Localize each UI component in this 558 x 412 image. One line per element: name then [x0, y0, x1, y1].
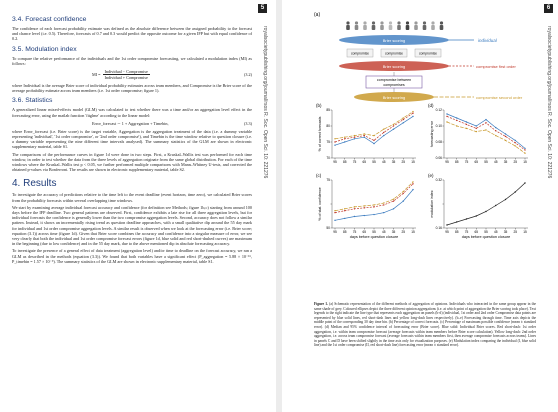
data-point — [403, 191, 404, 192]
data-point — [334, 212, 335, 213]
data-point — [515, 142, 516, 143]
y-axis-label: % of correct forecasts — [318, 116, 322, 152]
x-tick-label: 15 — [523, 160, 527, 164]
data-point — [354, 138, 355, 139]
person-icon — [440, 21, 444, 30]
data-point — [446, 116, 447, 117]
data-point — [485, 122, 486, 123]
y-axis-label: forecasting error — [430, 120, 434, 148]
y-tick-label: 70 — [326, 156, 330, 161]
data-point — [393, 124, 394, 125]
data-point — [383, 212, 384, 213]
data-point — [466, 128, 467, 129]
data-point — [505, 136, 506, 137]
text-column — [12, 12, 252, 266]
data-point — [505, 140, 506, 141]
brier-scoring-label: Brier scoring — [382, 64, 406, 69]
equation-numerator: Individual − Compromise — [104, 69, 148, 75]
data-point — [515, 191, 516, 192]
data-point — [364, 137, 365, 138]
data-point — [524, 149, 525, 150]
compromise-box-label: compromise — [419, 51, 437, 56]
data-point — [393, 125, 394, 126]
equation-body: Error_forecast ∼ 1 + Aggregation + Timebin, — [92, 120, 169, 126]
y-tick-label: 75 — [326, 140, 330, 145]
panel-label: (d) — [428, 103, 434, 108]
data-point — [364, 207, 365, 208]
data-point — [393, 208, 394, 209]
data-point — [393, 200, 394, 201]
data-point — [383, 132, 384, 133]
y-axis-label: modulation index — [430, 190, 434, 218]
y-tick-label: 80 — [326, 124, 330, 129]
equation-tag: (3.2) — [243, 72, 252, 78]
data-point — [495, 205, 496, 206]
person-icon — [355, 21, 359, 30]
data-point — [364, 205, 365, 206]
data-point — [354, 208, 355, 209]
data-point — [373, 214, 374, 215]
brier-scoring-label: Brier scoring — [382, 38, 406, 43]
data-point — [524, 153, 525, 154]
paragraph: We start by examining average individual forecast accuracy and confidence (for definition see Methods; figure 1b,c) starting from around 100 days before the IFP deadline. Two general patterns are observed. First, confidence exhibits a late rise for all three aggregation levels, but for individual forecasts the confidence is generally lower than the two compromise aggregation levels. Second, accuracy does not follow a similar pattern. Instead, it shows an incrementally rising trend as question deadline approaches, with a small qualitative dip around the 55 day mark for individual and 1st order compromise aggregation levels. A similar result is observed when we look at the forecasting error (i.e. Brier score; equation (3.1)) across time (figure 1d). Given that Brier score combines the accuracy and confidence into a singular measure of error, we see very clearly that both the individual and 1st order compromise forecast errors (figure 1d, blue solid and red short-dashed curves) are maximum in the beginning (due to low confidence) and in the 55 day mark, due to the above mentioned dip in absolute forecasting accuracy. — [12, 204, 252, 247]
x-tick-label: 45 — [381, 230, 386, 234]
series-line — [447, 122, 525, 153]
y-tick-label: 0.10 — [435, 124, 442, 129]
page-number: 5 — [258, 4, 267, 13]
compromise-box-label: compromise — [385, 51, 403, 56]
data-point — [505, 133, 506, 134]
y-tick-label: 0.32 — [435, 178, 442, 183]
x-tick-label: 15 — [411, 160, 415, 164]
data-point — [373, 140, 374, 141]
data-point — [334, 145, 335, 146]
compromise-box — [415, 49, 441, 57]
data-point — [354, 216, 355, 217]
data-point — [505, 199, 506, 200]
panel-label: (e) — [428, 173, 434, 178]
data-point — [515, 145, 516, 146]
paragraph: where Error_forecast (i.e. Brier score) is the target variable, Aggregation is the aggregation treatment of the data (i.e. a dummy variable representing 'individual', '1st order compromise', or '2nd order compromise'), and Timebin is the time window relative to question closure (i.e. a dummy variable representing the nine different time intervals analysed). The summary statistics of the GLM are shown in electronic supplementary material, table S1. — [12, 128, 252, 150]
data-point — [393, 199, 394, 200]
data-point — [446, 224, 447, 225]
y-tick-label: 0.08 — [435, 140, 442, 145]
x-tick-label: 95 — [333, 160, 337, 164]
x-tick-label: 95 — [333, 230, 337, 234]
data-point — [412, 111, 413, 112]
x-tick-label: 45 — [493, 160, 498, 164]
section-heading: 3.6. Statistics — [12, 97, 53, 105]
side-strip-text: royalsocietypublishing.org/journal/rsos R. Soc. Open Sci. 10: 221276 — [546, 26, 552, 179]
data-point — [485, 119, 486, 120]
equation-denominator: Individual + Compromise — [104, 75, 148, 81]
x-tick-label: 65 — [474, 230, 479, 234]
x-tick-label: 85 — [454, 160, 459, 164]
data-point — [412, 183, 413, 184]
legend-individual: individual — [478, 38, 497, 43]
equation-mi — [32, 69, 252, 80]
x-tick-label: 15 — [411, 230, 415, 234]
paragraph: The comparisons of the performance curves in figure 1d were done in two steps. First, a Kruskal–Wallis test was performed for each time window, in order to test whether the data from the three levels of aggregation originate from the same global distribution. For each of the time windows where the Kruskal–Wallis test p < 0.05, we further performed multiple comparisons with Mann–Whitney U-tests, and corrected the obtained p-values via Bonferroni. The results are shown in electronic supplementary material, table S2. — [12, 151, 252, 173]
data-point — [456, 120, 457, 121]
person-icon — [414, 21, 418, 30]
y-tick-label: 85 — [326, 108, 330, 113]
data-point — [383, 135, 384, 136]
x-tick-label: 25 — [513, 160, 518, 164]
data-point — [412, 189, 413, 190]
brier-scoring-label: Brier scoring — [382, 95, 406, 100]
data-point — [334, 210, 335, 211]
figure-caption — [314, 302, 536, 348]
data-point — [495, 130, 496, 131]
data-point — [344, 141, 345, 142]
compromise-between-line1: compromise between — [376, 78, 412, 82]
data-point — [354, 206, 355, 207]
equation-tag: (3.3) — [243, 120, 252, 126]
data-point — [446, 121, 447, 122]
x-tick-label: 35 — [391, 160, 396, 164]
compromise-box — [381, 49, 407, 57]
compromise-box — [347, 49, 373, 57]
data-point — [456, 221, 457, 222]
data-point — [495, 135, 496, 136]
person-icon — [431, 21, 435, 30]
data-point — [476, 128, 477, 129]
equation-glm — [32, 121, 252, 126]
side-strip — [546, 26, 555, 396]
data-point — [495, 127, 496, 128]
chart-panel — [316, 173, 416, 239]
left-page — [0, 0, 276, 412]
data-point — [344, 138, 345, 139]
series-line — [335, 113, 413, 142]
paragraph: To investigate the accuracy of predictions relative to the time left to the event deadline (event horizon, time zero), we calculated Brier scores from the probability forecasts within several overlapping time windows. — [12, 192, 252, 203]
data-point — [354, 137, 355, 138]
data-point — [334, 138, 335, 139]
person-icon — [346, 21, 350, 30]
x-tick-label: 45 — [493, 230, 498, 234]
x-tick-label: 95 — [445, 160, 449, 164]
x-tick-label: 85 — [454, 230, 459, 234]
paragraph: To investigate the presence of a general effect of data treatment (aggregation level) and/or time to deadline on the forecast accuracy, we ran a GLM as described in the methods (equation (3.3)). We found that both variables have a significant effect (P_aggregation = 5.88 × 10⁻¹⁶, P_timebin = 1.57 × 10⁻⁹). The summary statistics of the GLM are shown in electronic supplementary material, table S1. — [12, 248, 252, 264]
y-tick-label: 75 — [326, 178, 330, 183]
x-tick-label: 95 — [445, 230, 449, 234]
data-point — [476, 125, 477, 126]
compromise-box-label: compromise — [351, 51, 369, 56]
equation-fraction — [103, 69, 150, 80]
series-line — [447, 183, 525, 225]
data-point — [403, 193, 404, 194]
figure-1 — [314, 10, 536, 300]
data-point — [524, 182, 525, 183]
x-tick-label: 65 — [474, 160, 479, 164]
x-tick-label: 75 — [464, 160, 469, 164]
caption-label: Figure 1. — [314, 302, 328, 306]
data-point — [393, 129, 394, 130]
compromise-boxes — [347, 49, 441, 57]
data-point — [403, 200, 404, 201]
x-tick-label: 65 — [362, 230, 367, 234]
legend-first-order: compromise first order — [476, 64, 516, 69]
person-icon — [397, 21, 401, 30]
paragraph: where Individual is the average Brier score of individual probability estimates across team members, and Compromise is the Brier score of the average probability estimate across team members (i.e. 1st order compromise; figure 1). — [12, 83, 252, 94]
data-point — [524, 148, 525, 149]
x-tick-label: 35 — [391, 230, 396, 234]
series-line — [335, 112, 413, 139]
x-tick-label: 45 — [381, 160, 386, 164]
y-tick-label: 50 — [326, 226, 330, 231]
x-tick-label: 85 — [342, 160, 347, 164]
data-point — [364, 135, 365, 136]
x-tick-label: 35 — [503, 230, 508, 234]
x-tick-label: 35 — [503, 160, 508, 164]
person-icon — [363, 21, 367, 30]
section-heading-large: 4. Results — [12, 178, 57, 190]
x-tick-label: 85 — [342, 230, 347, 234]
person-icon — [380, 21, 384, 30]
person-icon — [423, 21, 427, 30]
data-point — [334, 220, 335, 221]
chart-panel — [428, 103, 528, 164]
x-tick-label: 55 — [484, 230, 488, 234]
x-tick-label: 75 — [352, 160, 357, 164]
right-page — [282, 0, 558, 412]
data-point — [403, 119, 404, 120]
data-point — [412, 181, 413, 182]
people-icons — [346, 21, 443, 30]
equation-lhs: MI = — [92, 72, 101, 78]
compromise-between-line2: compromises — [383, 83, 405, 87]
person-icon — [389, 21, 393, 30]
data-point — [476, 131, 477, 132]
y-tick-label: 0.06 — [435, 156, 442, 161]
data-point — [334, 141, 335, 142]
data-point — [485, 129, 486, 130]
panel-label: (c) — [316, 173, 322, 178]
data-point — [403, 122, 404, 123]
legend-second-order: compromise second order — [476, 95, 523, 100]
x-tick-label: 65 — [362, 160, 367, 164]
side-strip-text: royalsocietypublishing.org/journal/rsos R. Soc. Open Sci. 10: 221276 — [262, 26, 268, 179]
data-point — [344, 218, 345, 219]
x-tick-label: 25 — [513, 230, 518, 234]
section-heading: 3.4. Forecast confidence — [12, 16, 87, 23]
paragraph: The confidence of each forecast probability estimate was defined as the absolute difference between the assigned probability to the forecast and chance level (i.e. 0.5). Therefore, forecasts of 0.7 and 0.3 would predict the opposite outcome for a given IFP but with equal confidence of 0.2. — [12, 26, 252, 42]
x-tick-label: 75 — [352, 230, 357, 234]
x-tick-label: 55 — [484, 160, 488, 164]
chart-panel — [316, 103, 416, 164]
panel-label: (b) — [316, 103, 322, 108]
data-point — [373, 204, 374, 205]
data-point — [466, 124, 467, 125]
data-point — [403, 117, 404, 118]
person-icon — [372, 21, 376, 30]
data-point — [364, 133, 365, 134]
caption-text: (a) Schematic representation of the different methods of aggregation of opinions. Individuals who interacted in the same group appear in the same shade of grey. Coloured ellipses depict the three different opinion aggregations (i.e. at which point of aggregation the Brier scoring took place). Text legends to the right indicate the line type that represents each aggregation on panels (b-d) (individual, 1st order and 2nd order Compromise data points are represented by blue solid lines, red short-dash lines and yellow long-dash lines respectively). (b–e) Forecasting through time. Time axis depicts the middle point of the corresponding 30 day time bin. (b) Percentage of correct forecasts. (c) Percentage of maximum possible confidence (mean ± standard error). (d) Median and 95% confidence interval of forecasting error (Brier score). Blue solid: Individual Brier scores. Red short-dash: 1st order aggregation, i.e. within team compromise forecast (average forecasts within team members before Brier score calculation). Yellow long-dash: 2nd order aggregation, i.e. across team compromise forecast (average forecasts within team members first, then average compromise forecasts across teams). Lines in panels C and D have been shifted slightly in the time axis only for visualization purposes. (e) Modulation index comparing the individual (I, blue solid line) and the 1st order compromise (II, red short-dash line) forecasting error (mean ± standard error). — [314, 302, 537, 348]
chart-panels — [316, 103, 528, 239]
side-strip — [262, 26, 271, 396]
section-heading: 3.5. Modulation index — [12, 45, 77, 53]
data-point — [344, 137, 345, 138]
x-tick-label: 15 — [523, 230, 527, 234]
data-point — [383, 202, 384, 203]
data-point — [466, 218, 467, 219]
paragraph: A generalized linear mixed-effects model (GLM) was calculated to test whether there was a time and/or an aggregation level effect in the forecasting error, using the matlab function 'fitglme' according to the linear model: — [12, 107, 252, 118]
data-point — [344, 208, 345, 209]
x-tick-label: 75 — [464, 230, 469, 234]
data-point — [485, 211, 486, 212]
page-number: 6 — [544, 4, 553, 13]
data-point — [456, 117, 457, 118]
chart-panel — [428, 173, 528, 239]
data-point — [476, 215, 477, 216]
data-point — [383, 129, 384, 130]
data-point — [456, 125, 457, 126]
data-point — [383, 204, 384, 205]
data-point — [446, 113, 447, 114]
x-tick-label: 25 — [401, 230, 406, 234]
y-axis-label: % of stat. confidence — [318, 187, 322, 221]
person-icon — [406, 21, 410, 30]
data-point — [412, 113, 413, 114]
data-point — [466, 121, 467, 122]
x-tick-label: 25 — [401, 160, 406, 164]
data-point — [515, 140, 516, 141]
data-point — [344, 210, 345, 211]
data-point — [354, 135, 355, 136]
data-point — [373, 206, 374, 207]
panel-label-a: (a) — [314, 12, 321, 18]
x-axis-label: days before question closure — [461, 235, 511, 239]
y-tick-label: 0.16 — [435, 226, 442, 231]
y-tick-label: 0.12 — [435, 108, 442, 113]
data-point — [364, 215, 365, 216]
x-axis-label: days before question closure — [349, 235, 399, 239]
paragraph: To compare the relative performance of the individuals and the 1st order compromise forecasting, we calculated a modulation index (MI) as follows: — [12, 55, 252, 66]
x-tick-label: 55 — [372, 230, 376, 234]
data-point — [373, 135, 374, 136]
data-point — [373, 143, 374, 144]
x-tick-label: 55 — [372, 160, 376, 164]
data-point — [412, 116, 413, 117]
